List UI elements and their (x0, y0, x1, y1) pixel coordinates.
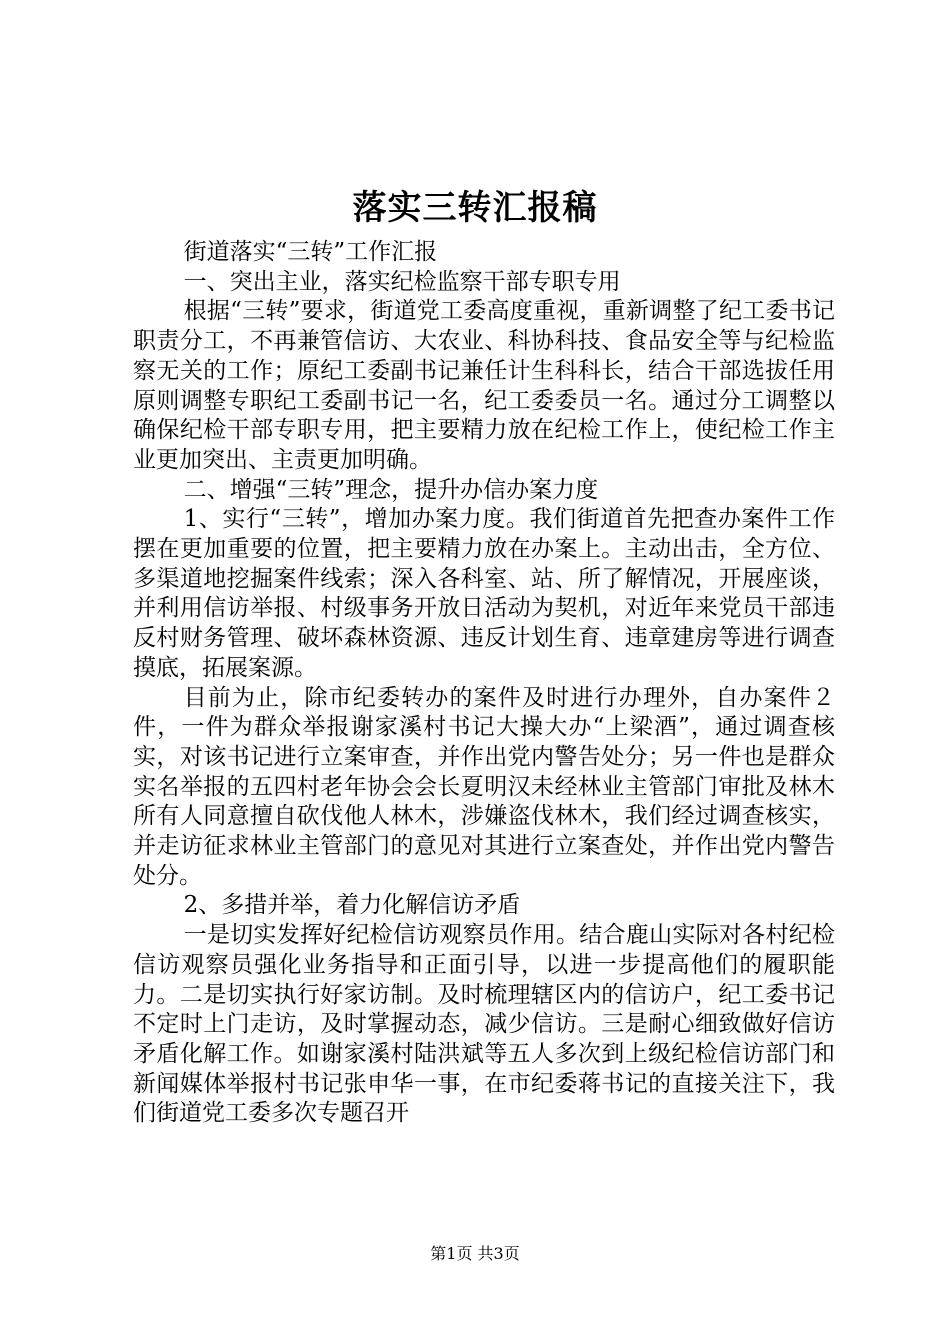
paragraph-subheading: 2、多措并举，着力化解信访矛盾 (183, 892, 521, 919)
paragraph: 目前为止，除市纪委转办的案件及时进行办理外，自办案件２件，一件为群众举报谢家溪村书记大操大办“上梁酒”，通过调查核实，对该书记进行立案审查，并作出党内警告处分；另一件也是群众实名举报的五四村老年协会会长夏明汉未经林业主管部门审批及林木所有人同意擅自砍伐他人林木，涉嫌盗伐林木，我们经过调查核实，并走访征求林业主管部门的意见对其进行立案查处，并作出党内警告处分。 (133, 684, 835, 889)
paragraph-subtitle: 街道落实“三转”工作汇报 (183, 239, 438, 265)
paragraph: 根据“三转”要求，街道党工委高度重视，重新调整了纪工委书记职责分工，不再兼管信访、大农业、科协科技、食品安全等与纪检监察无关的工作；原纪工委副书记兼任计生科科长，结合干部选拔任用原则调整专职纪工委副书记一名，纪工委委员一名。通过分工调整以确保纪检干部专职专用，把主要精力放在纪检工作上，使纪检工作主业更加突出、主责更加明确。 (133, 298, 835, 473)
paragraph-heading-2: 二、增强“三转”理念，提升办信办案力度 (183, 476, 599, 503)
paragraph-heading-1: 一、突出主业，落实纪检监察干部专职专用 (183, 268, 621, 295)
page-title: 落实三转汇报稿 (352, 188, 598, 228)
paragraph: 1、实行“三转”，增加办案力度。我们街道首先把查办案件工作摆在更加重要的位置，把主要精力放在办案上。主动出击，全方位、多渠道地挖掘案件线索；深入各科室、站、所了解情况，开展座谈，并利用信访举报、村级事务开放日活动为契机，对近年来党员干部违反村财务管理、破坏森林资源、违反计划生育、违章建房等进行调查摸底，拓展案源。 (133, 506, 835, 681)
page-number-footer: 第1页 共3页 (430, 1244, 520, 1263)
document-body (133, 238, 835, 1129)
paragraph: 一是切实发挥好纪检信访观察员作用。结合鹿山实际对各村纪检信访观察员强化业务指导和正面引导，以进一步提高他们的履职能力。二是切实执行好家访制。及时梳理辖区内的信访户，纪工委书记不定时上门走访，及时掌握动态，减少信访。三是耐心细致做好信访矛盾化解工作。如谢家溪村陆洪斌等五人多次到上级纪检信访部门和新闻媒体举报村书记张申华一事，在市纪委蒋书记的直接关注下，我们街道党工委多次专题召开 (133, 922, 835, 1127)
